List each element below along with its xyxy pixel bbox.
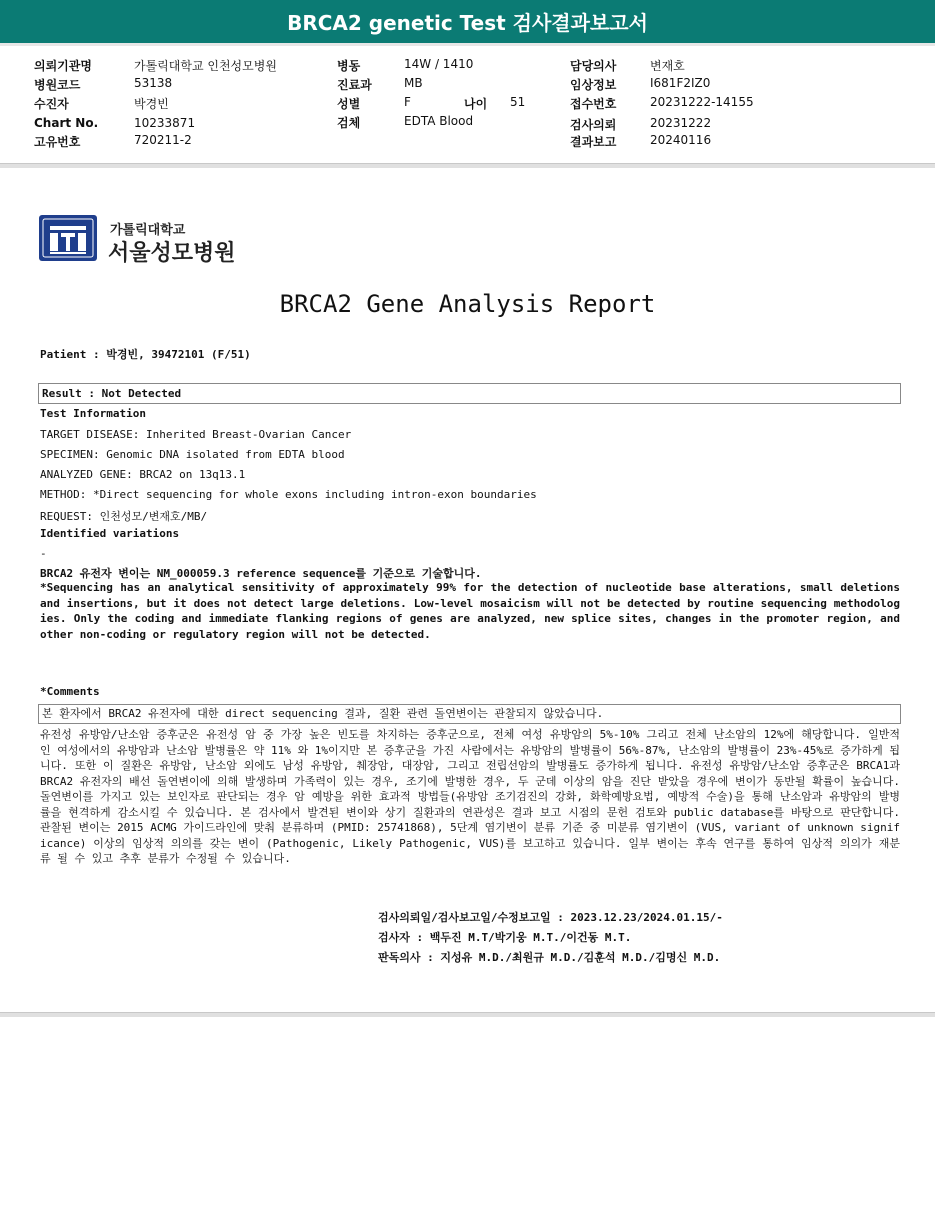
method-line: METHOD: *Direct sequencing for whole exons including intron-exon boundaries (40, 488, 537, 501)
comment-box: 본 환자에서 BRCA2 유전자에 대한 direct sequencing 결과, 질환 관련 돌연변이는 관찰되지 않았습니다. (38, 704, 901, 724)
report-title: BRCA2 Gene Analysis Report (279, 290, 656, 318)
comments-heading: *Comments (40, 685, 100, 698)
value-hospital-code: 53138 (134, 76, 173, 90)
value-clinical-info: I681F2IZ0 (650, 76, 711, 90)
label-department: 진료과 (337, 78, 372, 92)
label-receipt-no: 접수번호 (570, 97, 617, 111)
value-doctor: 변재호 (650, 59, 685, 73)
page-title: BRCA2 genetic Test 검사결과보고서 (287, 11, 648, 35)
value-chart-no: 10233871 (134, 116, 196, 130)
value-receipt-no: 20231222-14155 (650, 95, 754, 109)
comment-body: 유전성 유방암/난소암 증후군은 유전성 암 중 가장 높은 빈도를 차지하는 증후군으로, 전체 여성 유방암의 5%-10% 그리고 전체 난소암의 12%에 해당합니다. 일반적인 여성에서의 유방암과 난소암 발병률은 약 11% 와 1%이지만 본 증후군을 가진 사람에서는 유방암의 발병률이 56%-87%, 난소암의 발병률이 23%-45%로 증가하게 됩니다. 또한 이 질환은 유방암, 난소암 외에도 남성 유방암, 췌장암, 대장암, 그리고 전립선암의 발병률도 증가하게 됩니다. 유전성 유방암/난소암 증후군은 BRCA1과 BRCA2 유전자의 배선 돌연변이에 의해 발생하며 가족력이 있는 경우, 조기에 발병한 경우, 두 군데 이상의 암을 진단 받았을 경우에 변이가 동반될 확률이 높습니다. 돌연변이를 가지고 있는 보인자로 판단되는 경우 암 예방을 위한 효과적 방법들(유방암 조기검진의 강화, 화학예방요법, 예방적 수술)을 통해 난소암과 유방암의 발병률을 현격하게 감소시킬 수 있습니다. 본 검사에서 발견된 변이와 상기 질환과의 연관성은 결과 보고 시점의 문헌 검토와 public database를 바탕으로 판단합니다. 관찰된 변이는 2015 ACMG 가이드라인에 맞춰 분류하며 (PMID: 25741868), 5단계 염기변이 분류 기준 중 미분류 염기변이 (VUS, variant of unknown significance) 이상의 임상적 의의를 갖는 변이 (Pathogenic, Likely Pathogenic, VUS)를 보고하고 있습니다. 일부 변이는 후속 연구를 통하여 임상적 의의가 재분류 될 수 있고 추후 분류가 수정될 수 있습니다. (40, 728, 900, 865)
patient-line: Patient : 박경빈, 39472101 (F/51) (40, 348, 251, 361)
value-specimen: EDTA Blood (404, 114, 474, 128)
value-request-date: 20231222 (650, 116, 712, 130)
label-ward: 병동 (337, 59, 361, 73)
top-divider (0, 163, 935, 168)
target-disease: TARGET DISEASE: Inherited Breast-Ovarian Cancer (40, 428, 352, 441)
result-box: Result : Not Detected (38, 383, 901, 404)
label-patient: 수진자 (34, 97, 69, 111)
value-unique-no: 720211-2 (134, 133, 192, 147)
label-specimen: 검체 (337, 116, 361, 130)
label-institution: 의뢰기관명 (34, 59, 92, 73)
sensitivity-note: *Sequencing has an analytical sensitivity of approximately 99% for the detection of nucleotide base alterations, small deletions and insertions, but it does not detect large deletions. Low-level mosaicism will not be detected by routine sequencing methodologies. Only the coding and immediate flanking regions of genes are analyzed, new splice sites, changes in the promoter region, and other non-coding or regulatory region will not be detected. (40, 581, 900, 641)
reference-note: BRCA2 유전자 변이는 NM_000059.3 reference sequence를 기준으로 기술합니다. (40, 567, 482, 580)
label-unique-no: 고유번호 (34, 135, 81, 149)
label-age: 나이 (464, 97, 488, 111)
identified-value: - (40, 547, 47, 560)
tester-line: 검사자 : 백두진 M.T/박기웅 M.T./이건동 M.T. (378, 931, 632, 944)
test-info-heading: Test Information (40, 407, 146, 420)
bottom-divider (0, 1012, 935, 1017)
value-patient: 박경빈 (134, 97, 169, 111)
specimen-line: SPECIMEN: Genomic DNA isolated from EDTA blood (40, 448, 345, 461)
value-ward: 14W / 1410 (404, 57, 474, 71)
request-line: REQUEST: 인천성모/변재호/MB/ (40, 510, 208, 523)
value-report-date: 20240116 (650, 133, 712, 147)
identified-heading: Identified variations (40, 527, 180, 540)
analyzed-gene: ANALYZED GENE: BRCA2 on 13q13.1 (40, 468, 246, 481)
label-request-date: 검사의뢰 (570, 118, 617, 132)
label-report-date: 결과보고 (570, 135, 617, 149)
label-clinical-info: 임상정보 (570, 78, 617, 92)
label-sex: 성별 (337, 97, 361, 111)
value-department: MB (404, 76, 423, 90)
value-institution: 가톨릭대학교 인천성모병원 (134, 59, 277, 73)
value-sex: F (404, 95, 411, 109)
logo-hospital-name: 서울성모병원 (108, 241, 236, 266)
value-age: 51 (510, 95, 526, 109)
label-doctor: 담당의사 (570, 59, 617, 73)
hospital-emblem-icon (38, 214, 98, 262)
label-hospital-code: 병원코드 (34, 78, 81, 92)
report-dates: 검사의뢰일/검사보고일/수정보고일 : 2023.12.23/2024.01.15/- (378, 911, 723, 924)
physician-line: 판독의사 : 지성유 M.D./최원규 M.D./김훈석 M.D./김명신 M.D. (378, 951, 721, 964)
label-chart-no: Chart No. (34, 116, 99, 130)
logo-university-name: 가톨릭대학교 (110, 223, 186, 238)
